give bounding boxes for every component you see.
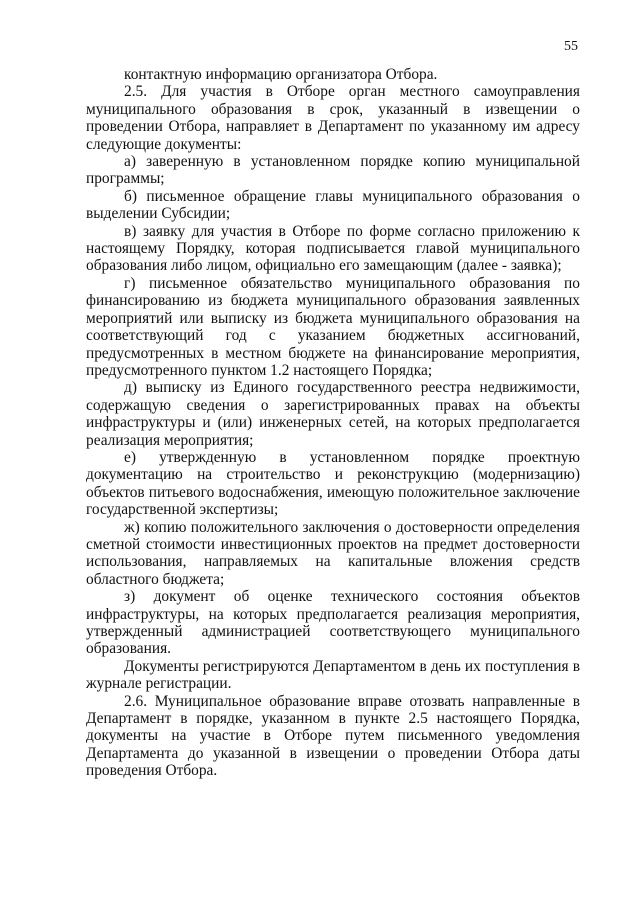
list-item-g: г) письменное обязательство муниципального образования по финансированию из бюджета муниципального образования заявленных мероприятий или выписку из бюджета муниципального образования на соответствующий год с указанием бюджетных ассигнований, предусмотренных в местном бюджете на финансирование мероприятия, предусмотренного пунктом 1.2 настоящего Порядка; xyxy=(86,274,580,379)
page-number: 55 xyxy=(564,39,578,54)
list-item-z: з) документ об оценке технического состояния объектов инфраструктуры, на которых предполагается реализация мероприятия, утвержденный администрацией соответствующего муниципального образования. xyxy=(86,588,580,658)
list-item-b: б) письменное обращение главы муниципального образования о выделении Субсидии; xyxy=(86,187,580,223)
list-item-e: е) утвержденную в установленном порядке проектную документацию на строительство и реконструкцию (модернизацию) объектов питьевого водоснабжения, имеющую положительное заключение государственной экспертизы; xyxy=(86,448,580,519)
list-item-a: а) заверенную в установленном порядке копию муниципальной программы; xyxy=(86,153,580,188)
paragraph-registration: Документы регистрируются Департаментом в день их поступления в журнале регистрации. xyxy=(86,657,580,693)
paragraph-2-6: 2.6. Муниципальное образование вправе отозвать направленные в Департамент в порядке, указанном в пункте 2.5 настоящего Порядка, документы на участие в Отборе путем письменного уведомления Департамента до указанной в извещении о проведении Отбора даты проведения Отбора. xyxy=(86,692,580,780)
document-body xyxy=(86,66,580,780)
paragraph-2-5: 2.5. Для участия в Отборе орган местного самоуправления муниципального образования в срок, указанный в извещении о проведении Отбора, направляет в Департамент по указанному им адресу следующие документы: xyxy=(86,83,580,153)
list-item-d: д) выписку из Единого государственного реестра недвижимости, содержащую сведения о зарегистрированных правах на объекты инфраструктуры и (или) инженерных сетей, на которых предполагается реализация мероприятия; xyxy=(86,379,580,449)
paragraph-contact-info: контактную информацию организатора Отбора. xyxy=(124,66,438,83)
list-item-v: в) заявку для участия в Отборе по форме согласно приложению к настоящему Порядку, которая подписывается главой муниципального образования либо лицом, официально его замещающим (далее - заявка); xyxy=(86,222,580,275)
list-item-zh: ж) копию положительного заключения о достоверности определения сметной стоимости инвестиционных проектов на предмет достоверности использования, направляемых на капитальные вложения средств областного бюджета; xyxy=(86,518,580,588)
